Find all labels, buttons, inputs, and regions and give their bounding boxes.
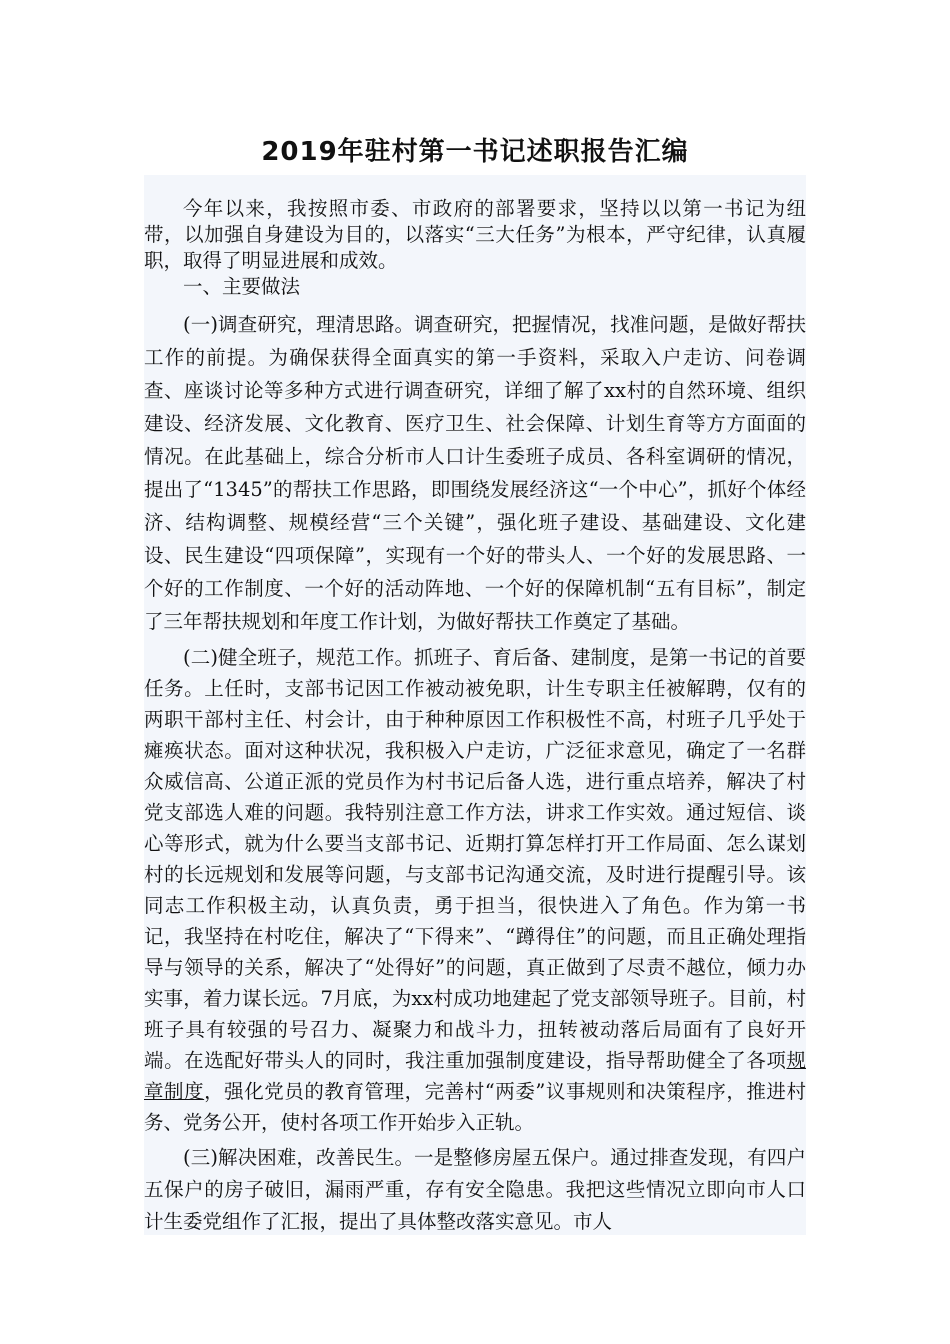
paragraph-team-tail: ，强化党员的教育管理，完善村“两委”议事规则和决策程序，推进村务、党务公开，使村各项工作开始步入正轨。	[144, 1080, 806, 1134]
paragraph-team	[144, 642, 806, 1138]
paragraph-team-text: (二)健全班子，规范工作。抓班子、育后备、建制度，是第一书记的首要任务。上任时，支部书记因工作被动被免职，计生专职主任被解聘，仅有的两职干部村主任、村会计，由于种种原因工作积极性不高，村班子几乎处于瘫痪状态。面对这种状况，我积极入户走访，广泛征求意见，确定了一名群众威信高、公道正派的党员作为村书记后备人选，进行重点培养，解决了村党支部选人难的问题。我特别注意工作方法，讲求工作实效。通过短信、谈心等形式，就为什么要当支部书记、近期打算怎样打开工作局面、怎么谋划村的长远规划和发展等问题，与支部书记沟通交流，及时进行提醒引导。该同志工作积极主动，认真负责，勇于担当，很快进入了角色。作为第一书记，我坚持在村吃住，解决了“下得来”、“蹲得住”的问题，而且正确处理指导与领导的关系，解决了“处得好”的问题，真正做到了尽责不越位，倾力办实事，着力谋长远。7月底，为xx村成功地建起了党支部领导班子。目前，村班子具有较强的号召力、凝聚力和战斗力，扭转被动落后局面有了良好开端。在选配好带头人的同时，我注重加强制度建设，指导帮助健全了各项	[144, 646, 806, 1072]
document-body	[144, 196, 806, 1238]
underlined-rules: 规章制度	[144, 1049, 806, 1103]
paragraph-research: (一)调查研究，理清思路。调查研究，把握情况，找准问题，是做好帮扶工作的前提。为确保获得全面真实的第一手资料，采取入户走访、问卷调查、座谈讨论等多种方式进行调查研究，详细了解了xx村的自然环境、组织建设、经济发展、文化教育、医疗卫生、社会保障、计划生育等方方面面的情况。在此基础上，综合分析市人口计生委班子成员、各科室调研的情况，提出了“1345”的帮扶工作思路，即围绕发展经济这“一个中心”，抓好个体经济、结构调整、规模经营“三个关键”，强化班子建设、基础建设、文化建设、民生建设“四项保障”，实现有一个好的带头人、一个好的发展思路、一个好的工作制度、一个好的活动阵地、一个好的保障机制“五有目标”，制定了三年帮扶规划和年度工作计划，为做好帮扶工作奠定了基础。	[144, 313, 806, 633]
paragraph-livelihood: (三)解决困难，改善民生。一是整修房屋五保户。通过排查发现，有四户五保户的房子破旧，漏雨严重，存有安全隐患。我把这些情况立即向市人口计生委党组作了汇报，提出了具体整改落实意见。市人	[144, 1146, 806, 1233]
paragraph-intro: 今年以来，我按照市委、市政府的部署要求，坚持以以第一书记为纽带，以加强自身建设为目的，以落实“三大任务”为根本，严守纪律，认真履职，取得了明显进展和成效。	[144, 197, 806, 272]
page-title: 2019年驻村第一书记述职报告汇编	[261, 137, 689, 167]
section-heading-main-methods: 一、主要做法	[183, 275, 301, 298]
